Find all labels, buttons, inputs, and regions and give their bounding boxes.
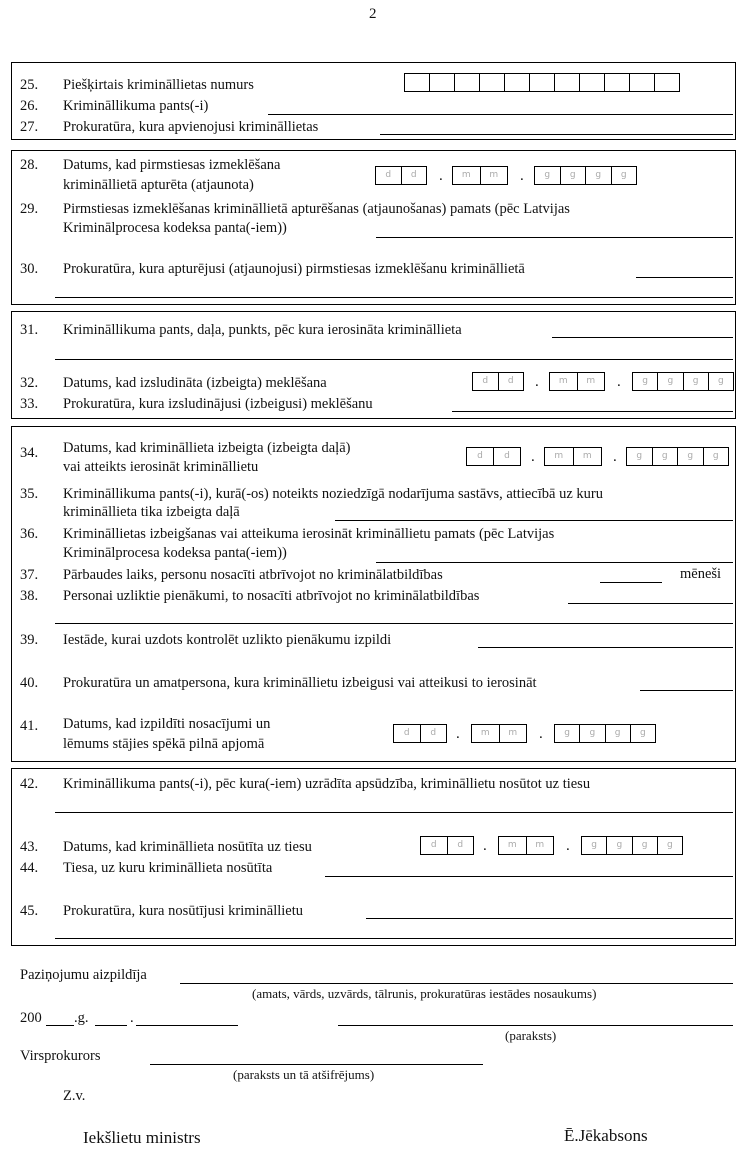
- prosecution-input-line-2[interactable]: [55, 297, 733, 298]
- item-number: 25.: [20, 77, 39, 93]
- months-unit: mēneši: [680, 566, 722, 582]
- date-year-input[interactable]: g g g g: [632, 372, 734, 391]
- date-separator: .: [439, 168, 443, 184]
- prosecution-input-line[interactable]: [380, 134, 733, 135]
- date-g-label: .g.: [74, 1010, 89, 1026]
- field-label: Personai uzliktie pienākumi, to nosacīti atbrīvojot no kriminālatbildības: [63, 588, 480, 604]
- date-day-input[interactable]: d d: [466, 447, 521, 466]
- date-dot: .: [130, 1010, 134, 1026]
- date-year-input[interactable]: g g g g: [626, 447, 729, 466]
- duties-input-line[interactable]: [568, 603, 733, 604]
- day-input[interactable]: [136, 1025, 238, 1026]
- year-input[interactable]: [46, 1025, 74, 1026]
- signature-hint: (paraksts): [505, 1028, 557, 1043]
- date-year-input[interactable]: g g g g: [534, 166, 637, 185]
- field-label: vai atteikts ierosināt krimināllietu: [63, 459, 259, 475]
- court-input-line[interactable]: [325, 876, 733, 877]
- field-label: Prokuratūra, kura nosūtījusi krimināllietu: [63, 903, 304, 919]
- date-separator: .: [535, 374, 539, 390]
- field-label: Krimināllikuma pants, daļa, punkts, pēc kura ierosināta krimināllieta: [63, 322, 462, 338]
- date-month-input[interactable]: m m: [498, 836, 554, 855]
- filler-label: Paziņojumu aizpildīja: [20, 967, 147, 983]
- field-label: Kriminālprocesa kodeksa panta(-iem)): [63, 545, 287, 561]
- filler-hint: (amats, vārds, uzvārds, tālrunis, prokuratūras iestādes nosaukums): [252, 986, 597, 1001]
- item-number: 30.: [20, 261, 39, 277]
- date-separator: .: [613, 449, 617, 465]
- chief-label: Virsprokurors: [20, 1048, 101, 1064]
- date-month-input[interactable]: m m: [452, 166, 508, 185]
- article-input-line[interactable]: [268, 114, 733, 115]
- duties-input-line-2[interactable]: [55, 623, 733, 624]
- field-label: Datums, kad krimināllieta izbeigta (izbeigta daļā): [63, 440, 351, 456]
- field-label: Prokuratūra, kura apvienojusi krimināllietas: [63, 119, 319, 135]
- charge-article-input-line[interactable]: [55, 812, 733, 813]
- article-input-line[interactable]: [552, 337, 733, 338]
- month-input[interactable]: [95, 1025, 127, 1026]
- field-label: Krimināllikuma pants(-i), pēc kura(-iem) uzrādīta apsūdzība, krimināllietu nosūtot uz tiesu: [63, 776, 591, 792]
- seal-label: Z.v.: [63, 1088, 86, 1104]
- field-label: Prokuratūra, kura apturējusi (atjaunojusi) pirmstiesas izmeklēšanu krimināllietā: [63, 261, 525, 277]
- item-number: 45.: [20, 903, 39, 919]
- item-number: 40.: [20, 675, 39, 691]
- date-year-input[interactable]: g g g g: [581, 836, 683, 855]
- item-number: 41.: [20, 718, 39, 734]
- date-day-input[interactable]: d d: [420, 836, 474, 855]
- item-number: 38.: [20, 588, 39, 604]
- field-label: krimināllieta tika izbeigta daļā: [63, 504, 240, 520]
- minister-name: Ē.Jēkabsons: [564, 1126, 648, 1145]
- institution-input-line[interactable]: [478, 647, 733, 648]
- date-day-input[interactable]: d d: [393, 724, 447, 743]
- filler-input-line[interactable]: [180, 983, 733, 984]
- field-label: Datums, kad izpildīti nosacījumi un: [63, 716, 271, 732]
- date-separator: .: [483, 838, 487, 854]
- prosecution-input-line-2[interactable]: [55, 938, 733, 939]
- item-number: 27.: [20, 119, 39, 135]
- item-number: 28.: [20, 157, 39, 173]
- item-number: 31.: [20, 322, 39, 338]
- field-label: Krimināllietas izbeigšanas vai atteikuma ierosināt krimināllietu pamats (pēc Latvijas: [63, 526, 555, 542]
- item-number: 42.: [20, 776, 39, 792]
- date-year-prefix: 200: [20, 1010, 42, 1026]
- article-input-line[interactable]: [335, 520, 733, 521]
- field-label: Prokuratūra, kura izsludinājusi (izbeigusi) meklēšanu: [63, 396, 373, 412]
- minister-title: Iekšlietu ministrs: [83, 1128, 201, 1147]
- probation-months-input[interactable]: [600, 582, 662, 583]
- date-month-input[interactable]: m m: [544, 447, 602, 466]
- official-input-line[interactable]: [640, 690, 733, 691]
- field-label: Kriminālprocesa kodeksa panta(-iem)): [63, 220, 287, 236]
- date-day-input[interactable]: d d: [472, 372, 524, 391]
- date-separator: .: [456, 726, 460, 742]
- date-separator: .: [520, 168, 524, 184]
- page-number: 2: [369, 6, 377, 22]
- item-number: 37.: [20, 567, 39, 583]
- signature-input-line[interactable]: [338, 1025, 733, 1026]
- chief-signature-line[interactable]: [150, 1064, 483, 1065]
- prosecution-input-line[interactable]: [366, 918, 733, 919]
- item-number: 39.: [20, 632, 39, 648]
- field-label: Piešķirtais krimināllietas numurs: [63, 77, 254, 93]
- prosecution-input-line[interactable]: [452, 411, 733, 412]
- field-label: Tiesa, uz kuru krimināllieta nosūtīta: [63, 860, 273, 876]
- case-number-input[interactable]: [404, 73, 680, 92]
- date-separator: .: [531, 449, 535, 465]
- field-label: Datums, kad izsludināta (izbeigta) meklēšana: [63, 375, 327, 391]
- field-label: Datums, kad krimināllieta nosūtīta uz tiesu: [63, 839, 312, 855]
- date-year-input[interactable]: g g g g: [554, 724, 656, 743]
- field-label: Krimināllikuma pants(-i): [63, 98, 209, 114]
- field-label: krimināllietā apturēta (atjaunota): [63, 177, 254, 193]
- date-separator: .: [617, 374, 621, 390]
- field-label: Datums, kad pirmstiesas izmeklēšana: [63, 157, 281, 173]
- field-label: Prokuratūra un amatpersona, kura krimināllietu izbeigusi vai atteikusi to ierosināt: [63, 675, 537, 691]
- article-input-line-2[interactable]: [55, 359, 733, 360]
- basis-input-line[interactable]: [376, 237, 733, 238]
- item-number: 44.: [20, 860, 39, 876]
- field-label: Iestāde, kurai uzdots kontrolēt uzlikto pienākumu izpildi: [63, 632, 392, 648]
- prosecution-input-line[interactable]: [636, 277, 733, 278]
- item-number: 29.: [20, 201, 39, 217]
- date-month-input[interactable]: m m: [471, 724, 527, 743]
- date-separator: .: [566, 838, 570, 854]
- item-number: 32.: [20, 375, 39, 391]
- item-number: 26.: [20, 98, 39, 114]
- item-number: 34.: [20, 445, 39, 461]
- field-label: lēmums stājies spēkā pilnā apjomā: [63, 736, 265, 752]
- item-number: 43.: [20, 839, 39, 855]
- date-day-input[interactable]: d d: [375, 166, 427, 185]
- item-number: 33.: [20, 396, 39, 412]
- date-separator: .: [539, 726, 543, 742]
- item-number: 36.: [20, 526, 39, 542]
- field-label: Pārbaudes laiks, personu nosacīti atbrīvojot no kriminālatbildības: [63, 567, 443, 583]
- item-number: 35.: [20, 486, 39, 502]
- field-label: Krimināllikuma pants(-i), kurā(-os) noteikts noziedzīgā nodarījuma sastāvs, attiecībā uz kuru: [63, 486, 603, 502]
- date-month-input[interactable]: m m: [549, 372, 605, 391]
- chief-hint: (paraksts un tā atšifrējums): [233, 1067, 375, 1082]
- basis-input-line[interactable]: [376, 562, 733, 563]
- field-label: Pirmstiesas izmeklēšanas krimināllietā apturēšanas (atjaunošanas) pamats (pēc Latvijas: [63, 201, 570, 217]
